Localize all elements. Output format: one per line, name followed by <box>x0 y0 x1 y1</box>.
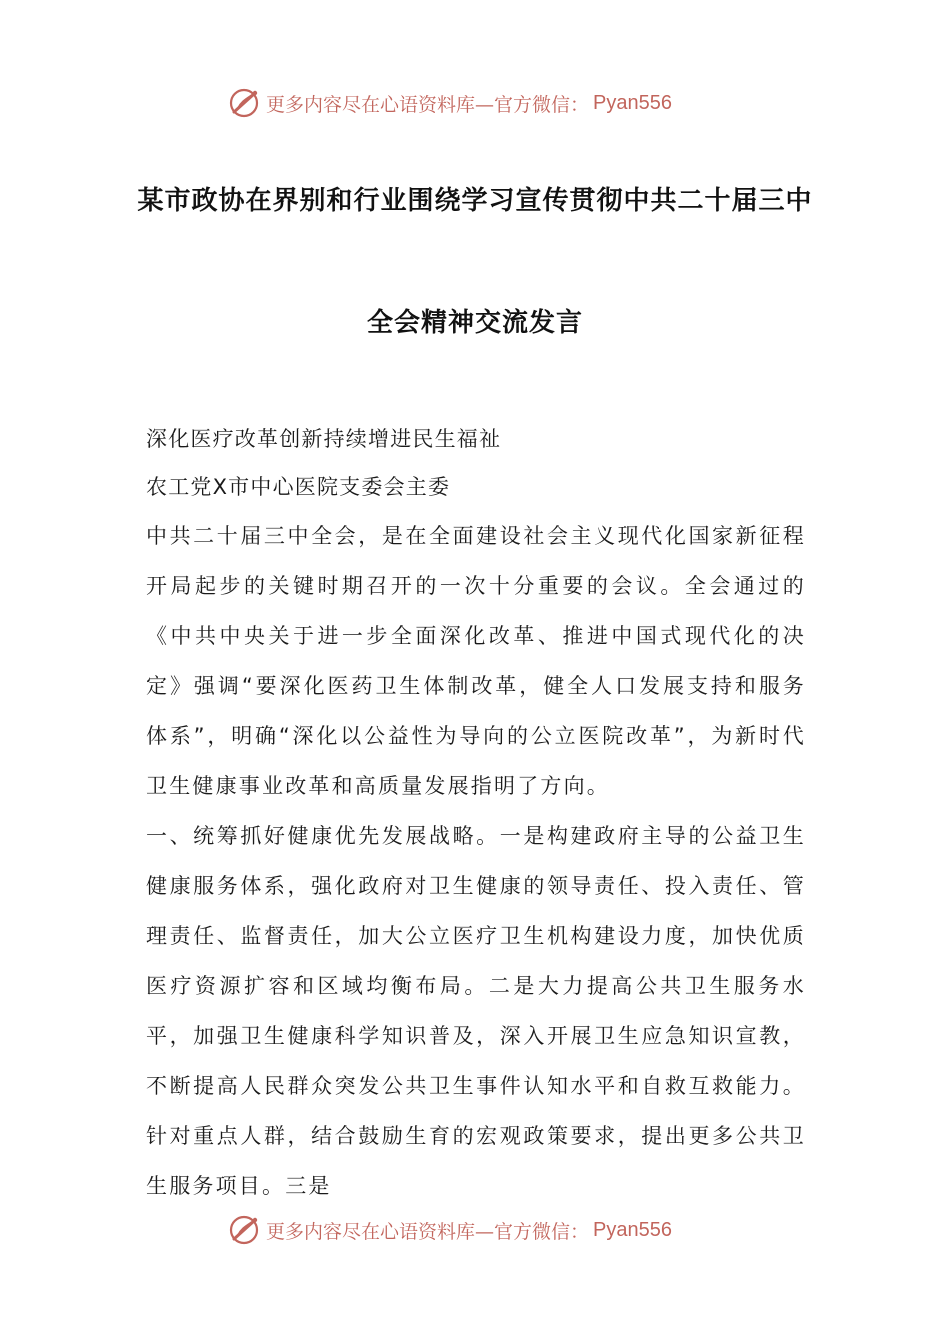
paragraph-section-one: 一、统筹抓好健康优先发展战略。一是构建政府主导的公益卫生健康服务体系，强化政府对卫生健康的领导责任、投入责任、管理责任、监督责任，加大公立医疗卫生机构建设力度，加快优质医疗资源扩容和区域均衡布局。二是大力提高公共卫生服务水平，加强卫生健康科学知识普及，深入开展卫生应急知识宣教，不断提高人民群众突发公共卫生事件认知水平和自救互救能力。针对重点人群，结合鼓励生育的宏观政策要求，提出更多公共卫生服务项目。三是 <box>146 824 806 1198</box>
paragraph-intro: 中共二十届三中全会，是在全面建设社会主义现代化国家新征程开局起步的关键时期召开的一次十分重要的会议。全会通过的《中共中央关于进一步全面深化改革、推进中国式现代化的决定》强调“要深化医药卫生体制改革，健全人口发展支持和服务体系”，明确“深化以公益性为导向的公立医院改革”，为新时代卫生健康事业改革和高质量发展指明了方向。 <box>146 524 806 798</box>
pen-circle-logo <box>228 86 262 120</box>
document-body <box>146 415 806 1211</box>
document-title-line2: 全会精神交流发言 <box>366 308 583 338</box>
speech-author: 农工党X市中心医院支委会主委 <box>146 475 451 499</box>
wechat-id: Pyan556 <box>593 1218 672 1241</box>
speech-subtitle: 深化医疗改革创新持续增进民生福祉 <box>146 427 502 451</box>
pen-circle-logo <box>228 1213 262 1247</box>
banner-text: 更多内容尽在心语资料库— <box>266 93 495 116</box>
wechat-label: 官方微信： <box>494 93 590 116</box>
document-title-line1: 某市政协在界别和行业围绕学习宣传贯彻中共二十届三中 <box>137 186 813 216</box>
wechat-id: Pyan556 <box>593 91 672 114</box>
footer-banner <box>228 1210 748 1250</box>
wechat-label: 官方微信： <box>494 1220 590 1243</box>
header-banner <box>228 83 748 123</box>
banner-text: 更多内容尽在心语资料库— <box>266 1220 495 1243</box>
